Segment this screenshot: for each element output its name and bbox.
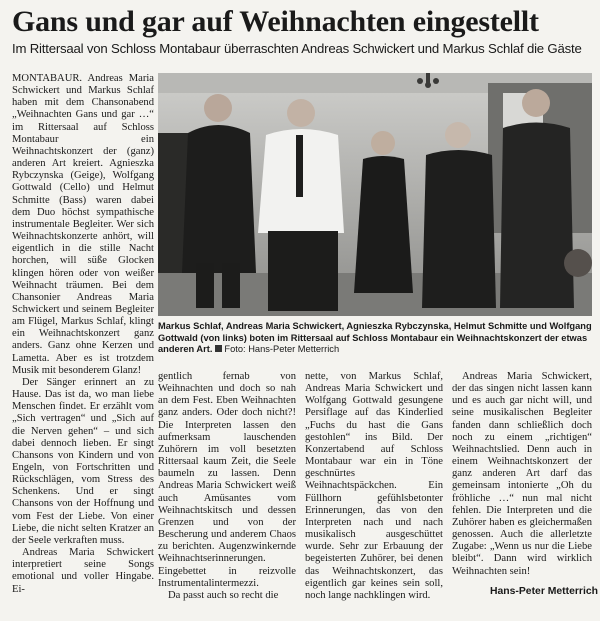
concert-photo: [158, 73, 592, 316]
article-subheadline: Im Rittersaal von Schloss Montabaur überraschten Andreas Schwickert und Markus Schlaf die Gäste: [12, 41, 582, 56]
photo-illustration: [158, 73, 592, 316]
article-column-3: [305, 371, 443, 602]
article-column-4: [452, 371, 592, 578]
caption-text: Markus Schlaf, Andreas Maria Schwickert, Agnieszka Rybczynska, Helmut Schmitte und Wolfgang Gottwald (von links) boten im Rittersaal auf Schloss Montabaur ein Weihnachtskonzert der etwas anderen Art.: [158, 321, 592, 354]
paragraph-text: Andreas Maria Schwickert und Markus Schlaf haben mit dem Chansonabend „Weihnachten Gans und gar …“ im Rittersaal auf Schloss Montabaur ein Weihnachtskonzert der (ganz) anderen Art kreiert. Agnieszka Rybczynska (Geige), Wolfgang Gottwald (Cello) und Helmut Schmitte (Bass) waren dabei dem Duo höchst sympathische instrumentale Begleiter. Wer sich Weihnachtskonzerte anhört, will eigentlich in die stille Nacht horchen, will süße Glocken klingen hören oder von weißer Weihnacht träumen. Bei dem Chansonier Andreas Maria Schwickert und seinem Begleiter am Flügel, Markus Schlaf, klingt ein Weihnachtskonzert ganz anders. Ganz ohne Kerzen und Lametta. Aber es ist trotzdem Musik mit besonderem Glanz!: [12, 73, 154, 376]
square-bullet-icon: [215, 345, 222, 352]
paragraph: gentlich fernab von Weihnachten und doch so nah an dem Fest. Eben Weihnachten ganz anders. Oder doch nicht?! Die Interpreten lassen den aufmerksam lauschenden Zuhörern im voll besetzten Rittersaal kaum Zeit, die Seele baumeln zu lassen. Denn Andreas Maria Schwickert weiß auch Amüsantes vom Weihnachtskitsch und dessen Grenzen und von der Bescherung und anderem Chaos zu berichten. Augenzwinkernde Weihnachtserinnerungen. Eingebettet in reizvolle Instrumentalintermezzi.: [158, 371, 296, 589]
paragraph: Andreas Maria Schwickert interpretiert seine Songs emotional und voller Hingabe. Ei-: [12, 547, 154, 595]
photo-credit: Foto: Hans-Peter Metterrich: [224, 344, 340, 354]
paragraph: nette, von Markus Schlaf, Andreas Maria Schwickert und Wolfgang Gottwald gesungene Persiflage auf das Kinderlied „Fuchs du hast die Gans gestohlen“ ins Bild. Der Konzertabend auf Schloss Montabaur war ein in Töne geschnürtes Weihnachtspäckchen. Ein Füllhorn gefühlsbetonter Erinnerungen, das von den Interpreten nach und nach musikalisch ausgeschüttet wurde. Sehr zur Erbauung der begeisterten Zuhörer, bei denen das Weihnachtskonzert, das eigentlich gar keines sein soll, noch lange nachklingen wird.: [305, 371, 443, 601]
article-headline: Gans und gar auf Weihnachten eingestellt: [12, 5, 539, 38]
article-column-2: [158, 371, 296, 602]
photo-caption: [158, 321, 592, 356]
article-column-1: [12, 73, 154, 596]
paragraph: [12, 73, 154, 377]
paragraph: Der Sänger erinnert an zu Hause. Das ist da, wo man liebe Menschen findet. Er erzählt vom „Sich vertragen“ und „Sich auf die Nerven gehen“ – und sich dabei dennoch lieben. Er singt Chansons von Kindern und von Engeln, von Fortschritten und Rückschlägen, vom Stress des Schenkens. Und er singt Chansons von der Hoffnung und vom Fest der Liebe. Von einer Liebe, die nicht selten Kratzer an der Seele verkraften muss.: [12, 376, 154, 546]
article-author: Hans-Peter Metterrich: [490, 586, 598, 597]
paragraph: Andreas Maria Schwickert, der das singen nicht lassen kann und es auch gar nicht will, und seine musikalischen Begleiter fanden dann schließlich doch noch zu einem „richtigen“ Weihnachtslied. Denn auch in einem Weihnachtskonzert der ganz anderen Art darf das gemeinsam intonierte „Oh du fröhliche …“ nun mal nicht fehlen. Die Interpreten und die Zuhörer haben es gleichermaßen genossen. Auch die allerletzte Zugabe: „Wenn us nur die Liebe bleibt“. Dann wird wirklich Weihnachten sein!: [452, 371, 592, 577]
paragraph: Da passt auch so recht die: [168, 589, 279, 601]
dateline: MONTABAUR.: [12, 73, 83, 84]
